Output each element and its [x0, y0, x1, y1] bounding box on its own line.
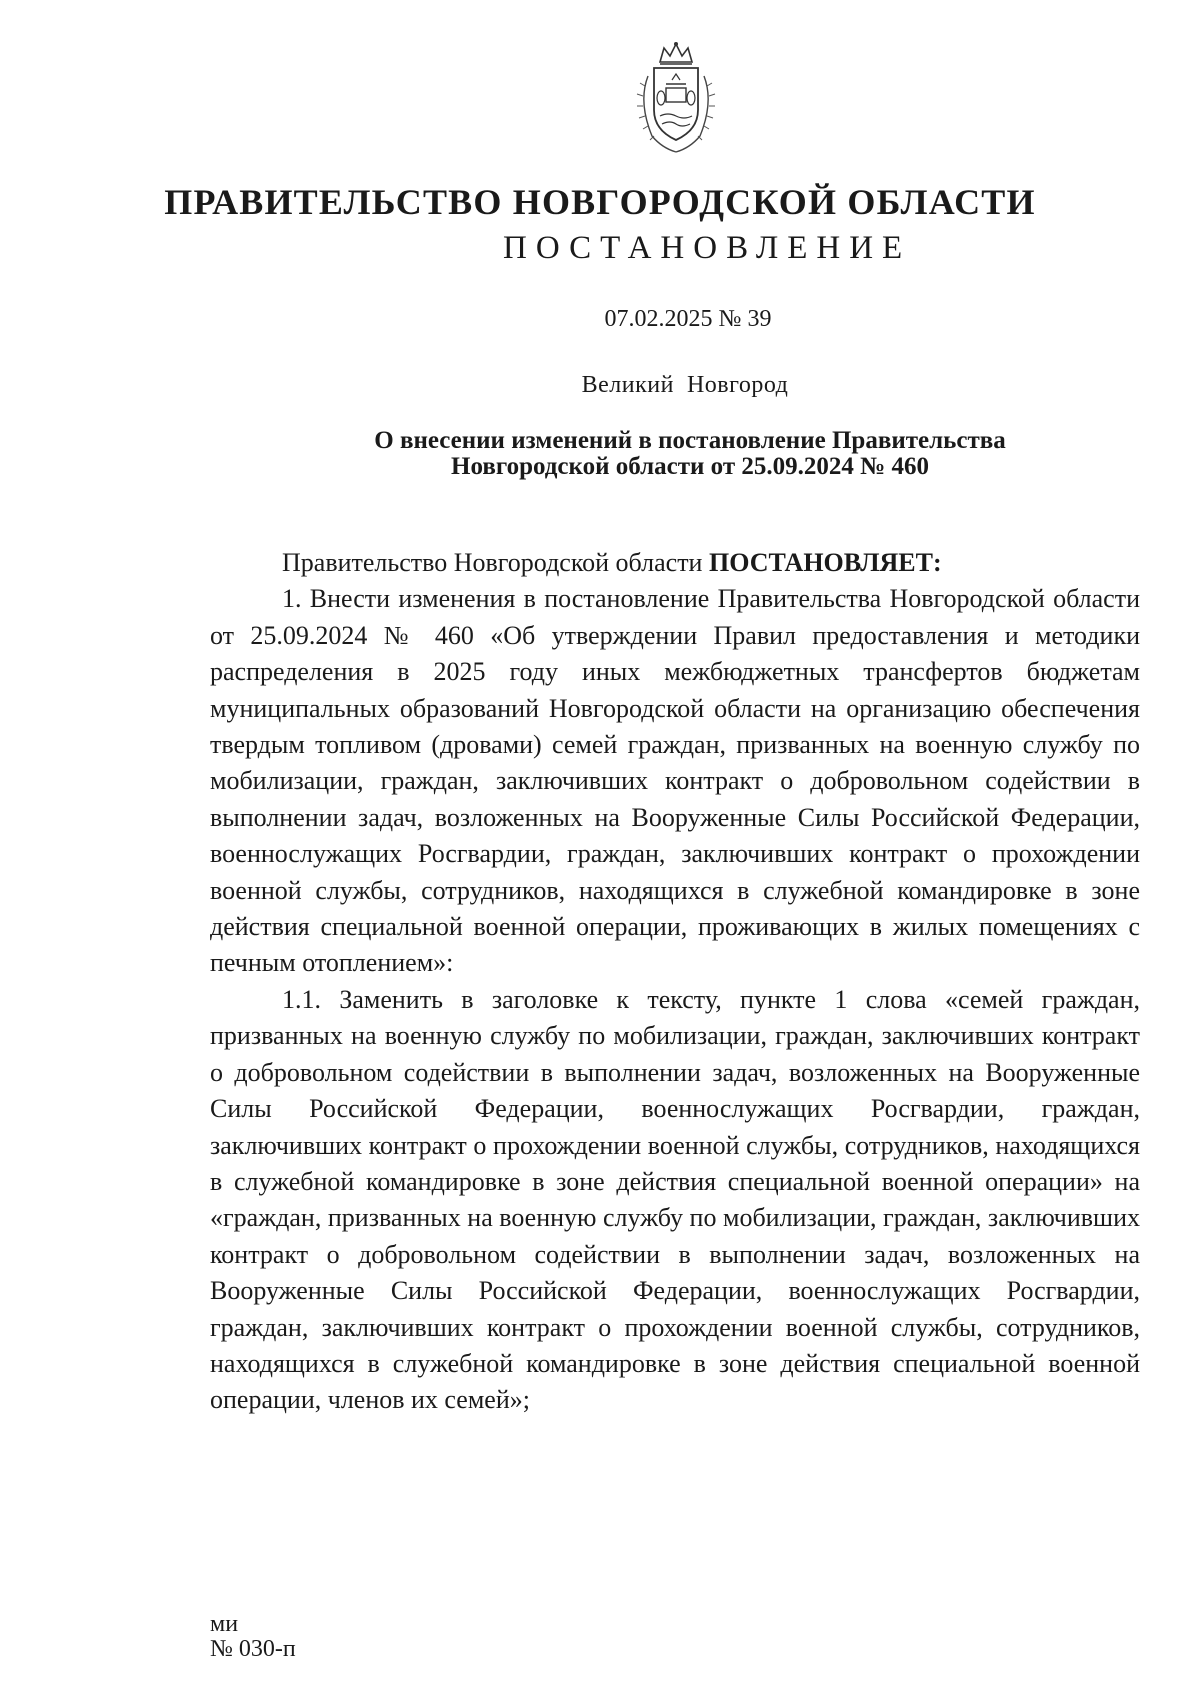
paragraph-1-1: 1.1. Заменить в заголовке к тексту, пункте 1 слова «семей граждан, призванных на военную службу по мобилизации, граждан, заключивших контракт о добровольном содействии в выполнении задач, возложенных на Вооруженные Силы Российской Федерации, военнослужащих Росгвардии, граждан, заключивших контракт о прохождении военной службы, сотрудников, находящихся в служебной командировке в зоне действия специальной военной операции» на «граждан, призванных на военную службу по мобилизации, граждан, заключивших контракт о добровольном содействии в выполнении задач, возложенных на Вооруженные Силы Российской Федерации, военнослужащих Росгвардии, граждан, заключивших контракт о прохождении военной службы, сотрудников, находящихся в служебной командировке в зоне действия специальной военной операции, членов их семей»;: [210, 984, 1140, 1415]
footer-registration-number: № 030-п: [210, 1636, 296, 1662]
paragraph-1: 1. Внести изменения в постановление Правительства Новгородской области от 25.09.2024 № 460 «Об утверждении Правил предоставления и методики распределения в 2025 году иных межбюджетных трансфертов бюджетам муниципальных образований Новгородской области на организацию обеспечения твердым топливом (дровами) семей граждан, призванных на военную службу по мобилизации, граждан, заключивших контракт о добровольном содействии в выполнении задач, возложенных на Вооруженные Силы Российской Федерации, военнослужащих Росгвардии, граждан, заключивших контракт о прохождении военной службы, сотрудников, находящихся в служебной командировке в зоне действия специальной военной операции, проживающих в жилых помещениях с печным отоплением»:: [210, 584, 1140, 978]
document-type: ПОСТАНОВЛЕНИЕ: [503, 230, 912, 266]
document-place: Великий Новгород: [581, 372, 789, 398]
novgorod-coat-of-arms-icon: [630, 40, 722, 155]
document-subject: [300, 428, 1080, 480]
intro-emphasis: ПОСТАНОВЛЯЕТ:: [708, 548, 942, 577]
org-title: ПРАВИТЕЛЬСТВО НОВГОРОДСКОЙ ОБЛАСТИ: [164, 182, 1036, 222]
document-footer: [210, 1612, 296, 1662]
subject-line: Новгородской области от 25.09.2024 № 460: [451, 453, 929, 480]
footer-initials: ми: [210, 1611, 239, 1637]
document-body: [210, 545, 1140, 1419]
intro-text: Правительство Новгородской области: [282, 548, 709, 577]
document-date-number: 07.02.2025 № 39: [604, 306, 772, 332]
subject-line: О внесении изменений в постановление Правительства: [374, 427, 1006, 454]
intro-paragraph: [210, 545, 1140, 581]
